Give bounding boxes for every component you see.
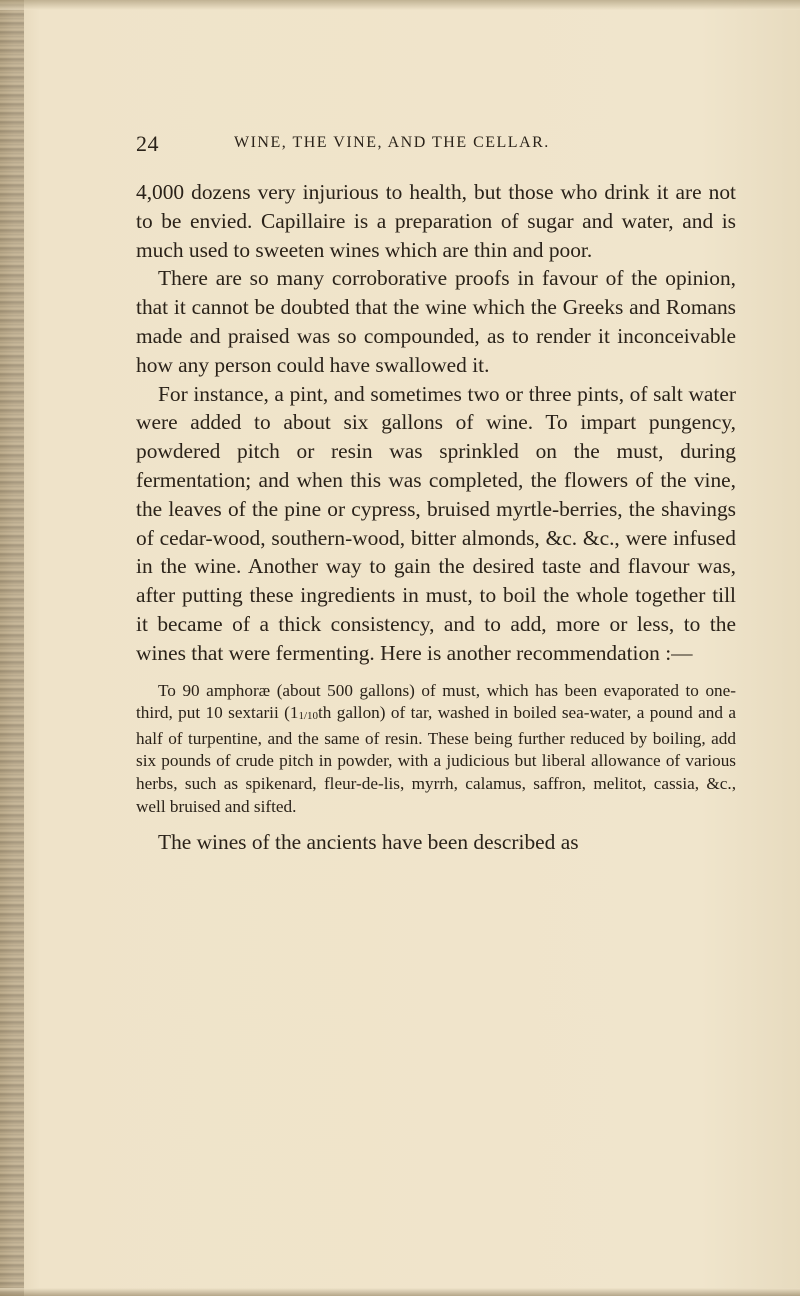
running-title: WINE, THE VINE, AND THE CELLAR. xyxy=(234,134,550,151)
paragraph-for-instance: For instance, a pint, and sometimes two or three pints, of salt water were added to about six gallons of wine. To impart pungency, powdered pitch or resin was sprinkled on the must, during fermentation; and when this was completed, the flowers of the vine, the leaves of the pine or cypress, bruised myrtle-berries, the shavings of cedar-wood, southern-wood, bitter almonds, &c. &c., were infused in the wine. Another way to gain the desired taste and flavour was, after putting these ingredients in must, to boil the whole together till it became of a thick consistency, and to add, more or less, to the wines that were fermenting. Here is another recommendation :— xyxy=(136,381,736,665)
paragraph-corroborative-proofs: There are so many corroborative proofs in favour of the opinion, that it cannot be doubted that the wine which the Greeks and Romans made and praised was so compounded, as to render it inconceivable how any person could have swallowed it. xyxy=(136,266,736,377)
fraction-one-tenth: 1/10 xyxy=(298,710,319,723)
recipe-quotation xyxy=(136,680,736,819)
recipe-quotation-text-b: th gallon) of tar, washed in boiled sea-water, a pound and a half of turpentine, and the same of resin. These being further reduced by boiling, add six pounds of crude pitch in powder, with a judicious but liberal allowance of various herbs, such as spikenard, fleur-de-lis, myrrh, calamus, saffron, melitot, cassia, &c., well bruised and sifted. xyxy=(136,703,736,816)
page-number: 24 xyxy=(136,131,159,156)
page-header xyxy=(136,131,736,157)
paragraph-wines-of-ancients: The wines of the ancients have been described as xyxy=(158,830,579,855)
page-body xyxy=(136,178,736,857)
page-bottom-edge xyxy=(0,1288,800,1296)
recipe-quotation-text-a: To 90 amphoræ (about 500 gallons) of must, which has been evaporated to one-third, put 10 sextarii (1 xyxy=(136,680,736,723)
book-binding-edge xyxy=(0,0,24,1296)
page-top-edge xyxy=(0,0,800,10)
paragraph-continuation: 4,000 dozens very injurious to health, but those who drink it are not to be envied. Capillaire is a preparation of sugar and water, and is much used to sweeten wines which are thin and poor. xyxy=(136,180,736,262)
